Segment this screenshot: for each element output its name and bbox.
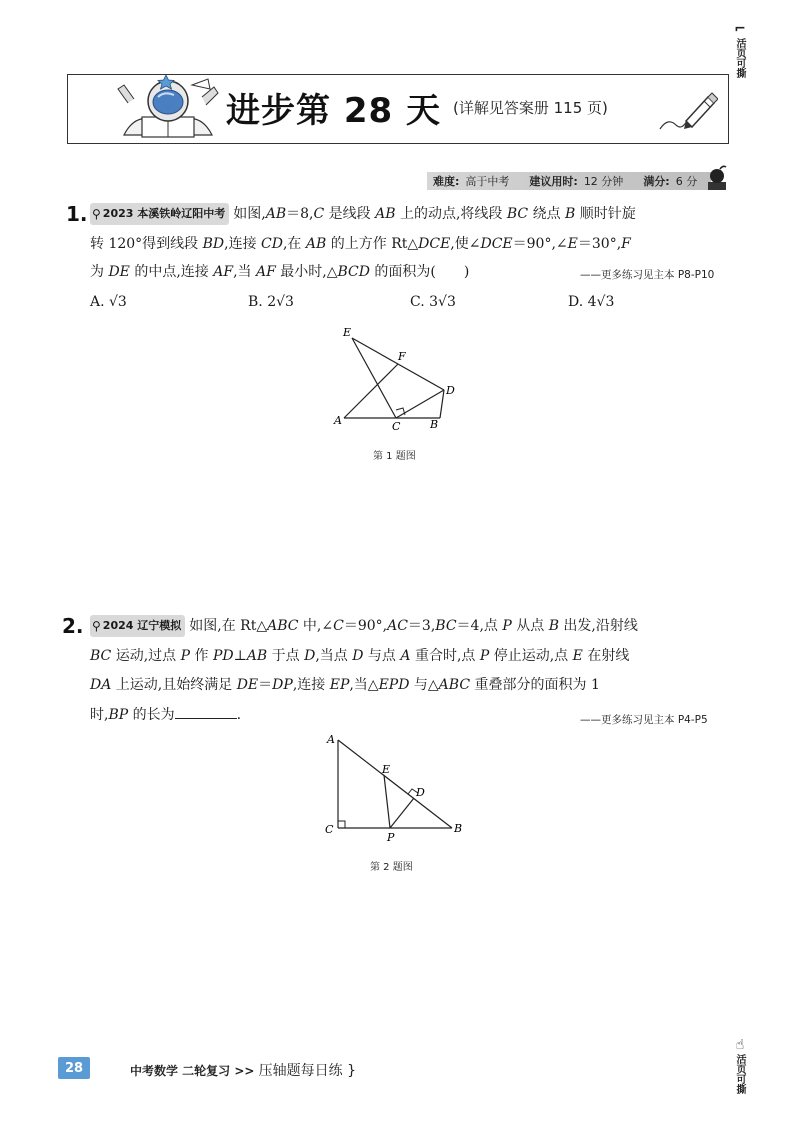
label-d: D bbox=[446, 384, 455, 397]
label-a: A bbox=[327, 733, 335, 746]
pen-icon bbox=[658, 89, 718, 133]
tear-icon: ⌐ bbox=[734, 21, 746, 37]
score-value: 6 分 bbox=[675, 175, 698, 188]
day-header bbox=[67, 74, 729, 144]
question-1-number: 1. bbox=[66, 202, 88, 226]
astronaut-illustration-icon bbox=[114, 75, 224, 143]
time-label: 建议用时: bbox=[529, 175, 578, 188]
question-1-caption: 第 1 题图 bbox=[373, 451, 416, 462]
tear-off-mark-bottom bbox=[733, 1038, 747, 1094]
tear-label-top: 活页可撕 bbox=[734, 38, 745, 78]
question-1-source-badge: ⚲ 2023 本溪铁岭辽阳中考 bbox=[90, 203, 229, 225]
question-1-line-2: 转 120°得到线段 BD,连接 CD,在 AB 的上方作 Rt△DCE,使∠DCE＝90°,∠E＝30°,F bbox=[90, 236, 631, 252]
page-title: 进步第 28 天 bbox=[226, 91, 441, 131]
label-e: E bbox=[382, 763, 391, 776]
question-1-option-d: D. 4√3 bbox=[568, 294, 615, 310]
label-b: B bbox=[430, 418, 439, 431]
label-e: E bbox=[343, 326, 352, 339]
label-c: C bbox=[392, 420, 401, 432]
footer-book: 中考数学 二轮复习 >> bbox=[130, 1064, 255, 1078]
page-number: 28 bbox=[58, 1057, 90, 1079]
question-1-line-3: 为 DE 的中点,连接 AF,当 AF 最小时,△BCD 的面积为( ) bbox=[90, 264, 470, 280]
label-d: D bbox=[416, 786, 425, 799]
difficulty-value: 高于中考 bbox=[465, 175, 510, 188]
question-1-figure bbox=[330, 320, 460, 432]
location-pin-icon: ⚲ bbox=[92, 619, 101, 633]
question-2-number: 2. bbox=[62, 614, 84, 638]
difficulty-bar bbox=[427, 172, 711, 190]
question-2-line-3: DA 上运动,且始终满足 DE＝DP,连接 EP,当△EPD 与△ABC 重叠部分的面积为 1 bbox=[90, 677, 600, 693]
question-2-line-2: BC 运动,过点 P 作 PD⊥AB 于点 D,当点 D 与点 A 重合时,点 P 停止运动,点 E 在射线 bbox=[90, 648, 630, 664]
footer-series: 压轴题每日练 bbox=[258, 1063, 343, 1079]
difficulty-label: 难度: bbox=[433, 175, 460, 188]
question-2-line-4: 时,BP 的长为 . bbox=[90, 704, 241, 725]
hand-icon: ☝ bbox=[735, 1037, 745, 1053]
question-1-reference: ——更多练习见主本 P8-P10 bbox=[580, 269, 715, 281]
tear-label-bottom: 活页可撕 bbox=[734, 1054, 745, 1094]
question-2-source-badge: ⚲ 2024 辽宁模拟 bbox=[90, 615, 185, 637]
question-2-caption: 第 2 题图 bbox=[370, 862, 413, 873]
footer-book-title: 中考数学 二轮复习 >> 压轴题每日练 } bbox=[130, 1063, 357, 1079]
question-1-line-1: ⚲ 2023 本溪铁岭辽阳中考 如图,AB＝8,C 是线段 AB 上的动点,将线段 BC 绕点 B 顺时针旋 bbox=[90, 203, 636, 225]
score-label: 满分: bbox=[643, 175, 670, 188]
question-2-figure bbox=[318, 728, 468, 846]
question-2-reference: ——更多练习见主本 P4-P5 bbox=[580, 714, 708, 726]
question-2-line-1: ⚲ 2024 辽宁模拟 如图,在 Rt△ABC 中,∠C＝90°,AC＝3,BC＝4,点 P 从点 B 出发,沿射线 bbox=[90, 615, 638, 637]
bomb-icon bbox=[706, 164, 728, 192]
page-subtitle: (详解见答案册 115 页) bbox=[453, 99, 608, 117]
label-f: F bbox=[398, 350, 406, 363]
label-a: A bbox=[334, 414, 342, 427]
question-1-option-b: B. 2√3 bbox=[248, 294, 294, 310]
location-pin-icon: ⚲ bbox=[92, 207, 101, 221]
label-b: B bbox=[454, 822, 463, 835]
question-1-option-c: C. 3√3 bbox=[410, 294, 456, 310]
time-value: 12 分钟 bbox=[583, 175, 624, 188]
answer-blank[interactable] bbox=[175, 704, 237, 719]
tear-off-mark-top bbox=[733, 22, 747, 78]
label-c: C bbox=[325, 823, 334, 836]
label-p: P bbox=[387, 831, 395, 844]
question-1-option-a: A. √3 bbox=[90, 294, 127, 310]
